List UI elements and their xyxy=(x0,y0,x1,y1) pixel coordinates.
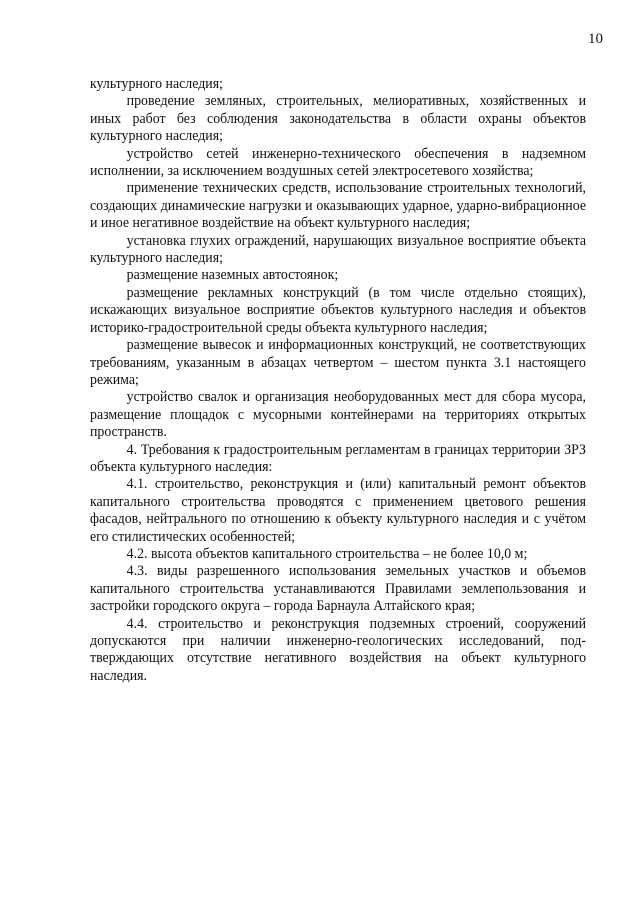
paragraph: культурного наследия; xyxy=(90,76,223,92)
paragraph: 4.3. виды разрешенного использования земельных участков и объемов капитального строительства устанавливаются Правилами землепользования и застройки городского округа – города Барнаула Алтайского края; xyxy=(90,563,587,615)
paragraph: размещение наземных автостоянок; xyxy=(126,267,339,284)
section-heading-paragraph: 4. Требования к градостроительным регламентам в границах территории ЗРЗ объекта культурного наследия: xyxy=(90,441,587,475)
paragraph: 4.4. строительство и реконструкция подземных строений, сооружений допускаются при наличии инженерно-геологических исследований, подтверждающих отсутствие негативного воздействия на объект культурного наследия. xyxy=(90,615,587,684)
paragraph: устройство сетей инженерно-технического обеспечения в надземном исполнении, за исключением воздушных сетей электросетевого хозяйства; xyxy=(90,145,587,180)
paragraph: размещение рекламных конструкций (в том числе отдельно стоящих), искажающих визуальное восприятие объектов культурного наследия и объектов историко-градостроительной среды объекта культурного наследия; xyxy=(90,284,587,336)
page-number: 10 xyxy=(588,31,603,47)
paragraph: проведение земляных, строительных, мелиоративных, хозяйственных и иных работ без соблюдения законодательства в области охраны объектов культурного наследия; xyxy=(90,93,587,145)
document-body xyxy=(90,76,586,685)
paragraph: устройство свалок и организация необорудованных мест для сбора мусора, размещение площадок с мусорными контейнерами на территориях открытых пространств. xyxy=(90,389,587,441)
paragraph: размещение вывесок и информационных конструкций, не соответствующих требованиям, указанным в абзацах четвертом – шестом пункта 3.1 настоящего режима; xyxy=(90,337,587,388)
paragraph: применение технических средств, использование строительных технологий, создающих динамические нагрузки и оказывающих ударное, ударно-вибрационное и иное негативное воздействие на объект культурного наследия; xyxy=(90,180,587,232)
paragraph: 4.2. высота объектов капитального строительства – не более 10,0 м; xyxy=(126,545,528,562)
paragraph: 4.1. строительство, реконструкция и (или) капитальный ремонт объектов капитального строительства проводятся с применением цветового решения фасадов, нейтрального по отношению к объекту культурного наследия и с учётом его стилистических особенностей; xyxy=(90,476,587,545)
paragraph: установка глухих ограждений, нарушающих визуальное восприятие объекта культурного наследия; xyxy=(90,232,587,267)
